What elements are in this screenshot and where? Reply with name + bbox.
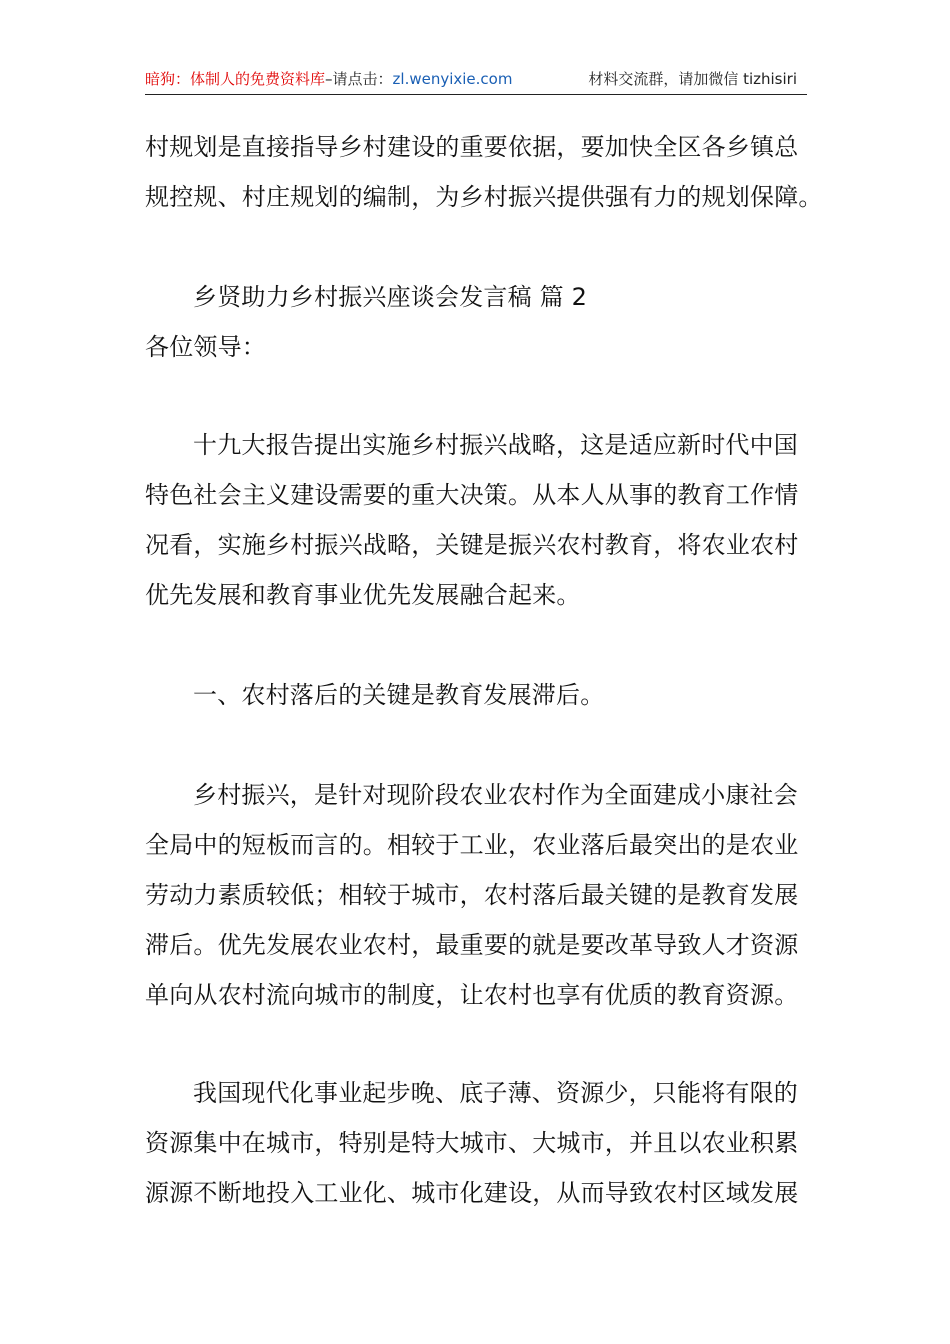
paragraph-line: 况看，实施乡村振兴战略，关键是振兴农村教育，将农业农村 bbox=[145, 531, 799, 559]
paragraph-line: 十九大报告提出实施乡村振兴战略，这是适应新时代中国 bbox=[193, 431, 798, 459]
paragraph-line: 资源集中在城市，特别是特大城市、大城市，并且以农业积累 bbox=[145, 1129, 799, 1157]
header-brand: 暗狗：体制人的免费资料库 bbox=[145, 70, 326, 88]
paragraph-line: 滞后。优先发展农业农村，最重要的就是要改革导致人才资源 bbox=[145, 931, 799, 959]
section-heading: 一、农村落后的关键是教育发展滞后。 bbox=[193, 681, 605, 709]
section-title: 乡贤助力乡村振兴座谈会发言稿 篇 2 bbox=[193, 283, 588, 311]
paragraph-line: 优先发展和教育事业优先发展融合起来。 bbox=[145, 581, 581, 609]
header-link[interactable]: zl.wenyixie.com bbox=[392, 70, 513, 88]
paragraph-line: 特色社会主义建设需要的重大决策。从本人从事的教育工作情 bbox=[145, 481, 799, 509]
paragraph-line: 村规划是直接指导乡村建设的重要依据，要加快全区各乡镇总 bbox=[145, 133, 799, 161]
paragraph-line: 源源不断地投入工业化、城市化建设，从而导致农村区域发展 bbox=[145, 1179, 799, 1207]
paragraph-line: 单向从农村流向城市的制度，让农村也享有优质的教育资源。 bbox=[145, 981, 799, 1009]
page-header bbox=[145, 66, 807, 95]
header-contact: 材料交流群，请加微信 tizhisiri bbox=[588, 70, 797, 88]
salutation: 各位领导： bbox=[145, 333, 266, 361]
paragraph-line: 劳动力素质较低；相较于城市，农村落后最关键的是教育发展 bbox=[145, 881, 799, 909]
paragraph-line: 全局中的短板而言的。相较于工业，农业落后最突出的是农业 bbox=[145, 831, 799, 859]
paragraph-line: 乡村振兴，是针对现阶段农业农村作为全面建成小康社会 bbox=[193, 781, 798, 809]
paragraph-line: 规控规、村庄规划的编制，为乡村振兴提供强有力的规划保障。 bbox=[145, 183, 823, 211]
paragraph-line: 我国现代化事业起步晚、底子薄、资源少，只能将有限的 bbox=[193, 1079, 798, 1107]
header-click-prefix: –请点击： bbox=[325, 70, 393, 88]
